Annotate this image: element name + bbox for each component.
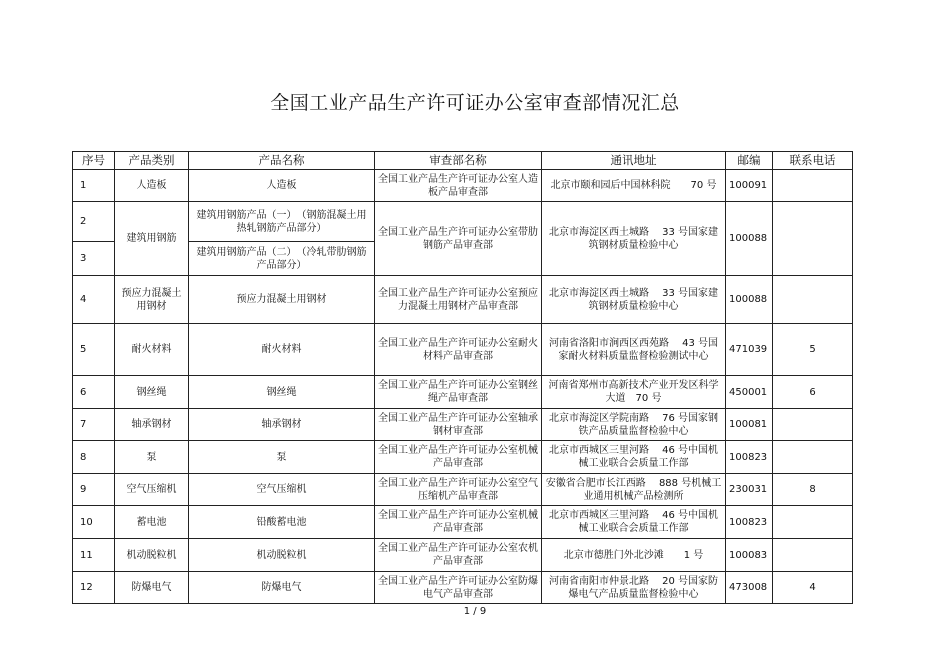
cell-phone (773, 441, 853, 474)
cell-product-name: 防爆电气 (189, 572, 375, 604)
cell-address: 北京市海淀区学院南路 76 号国家钢铁产品质量监督检验中心 (542, 409, 726, 441)
cell-product-name: 预应力混凝土用钢材 (189, 276, 375, 324)
cell-address: 北京市西城区三里河路 46 号中国机械工业联合会质量工作部 (542, 441, 726, 474)
cell-no: 10 (73, 506, 115, 539)
cell-dept-name: 全国工业产品生产许可证办公室机械产品审查部 (375, 506, 542, 539)
table-row (73, 539, 853, 572)
cell-phone: 4 (773, 572, 853, 604)
cell-category: 建筑用钢筋 (115, 202, 189, 276)
cell-address: 北京市海淀区西土城路 33 号国家建筑钢材质量检验中心 (542, 202, 726, 276)
cell-dept-name: 全国工业产品生产许可证办公室轴承钢材审查部 (375, 409, 542, 441)
header-zip: 邮编 (726, 152, 773, 170)
cell-no: 7 (73, 409, 115, 441)
cell-zip: 100081 (726, 409, 773, 441)
cell-category: 蓄电池 (115, 506, 189, 539)
cell-phone: 6 (773, 376, 853, 409)
header-dept-name: 审查部名称 (375, 152, 542, 170)
table-row (73, 572, 853, 604)
cell-phone (773, 276, 853, 324)
cell-dept-name: 全国工业产品生产许可证办公室人造板产品审查部 (375, 170, 542, 202)
cell-product-name: 铅酸蓄电池 (189, 506, 375, 539)
cell-dept-name: 全国工业产品生产许可证办公室耐火材料产品审查部 (375, 324, 542, 376)
cell-address: 河南省南阳市仲景北路 20 号国家防爆电气产品质量监督检验中心 (542, 572, 726, 604)
table-row (73, 170, 853, 202)
cell-dept-name: 全国工业产品生产许可证办公室农机产品审查部 (375, 539, 542, 572)
cell-address: 北京市颐和园后中国林科院 70 号 (542, 170, 726, 202)
cell-phone (773, 170, 853, 202)
cell-no: 2 (73, 202, 115, 242)
cell-category: 空气压缩机 (115, 474, 189, 506)
cell-dept-name: 全国工业产品生产许可证办公室空气压缩机产品审查部 (375, 474, 542, 506)
cell-no: 6 (73, 376, 115, 409)
cell-no: 4 (73, 276, 115, 324)
cell-address: 河南省洛阳市涧西区西苑路 43 号国家耐火材料质量监督检验测试中心 (542, 324, 726, 376)
cell-dept-name: 全国工业产品生产许可证办公室防爆电气产品审查部 (375, 572, 542, 604)
table-row (73, 409, 853, 441)
cell-no: 11 (73, 539, 115, 572)
cell-product-name: 耐火材料 (189, 324, 375, 376)
cell-no: 9 (73, 474, 115, 506)
cell-dept-name: 全国工业产品生产许可证办公室机械产品审查部 (375, 441, 542, 474)
cell-phone (773, 539, 853, 572)
cell-address: 北京市西城区三里河路 46 号中国机械工业联合会质量工作部 (542, 506, 726, 539)
cell-address: 安徽省合肥市长江西路 888 号机械工业通用机械产品检测所 (542, 474, 726, 506)
header-no: 序号 (73, 152, 115, 170)
cell-address: 北京市德胜门外北沙滩 1 号 (542, 539, 726, 572)
cell-product-name: 泵 (189, 441, 375, 474)
cell-product-name: 建筑用钢筋产品（二） （冷轧带肋钢筋产品部分） (189, 242, 375, 276)
cell-product-name: 轴承钢材 (189, 409, 375, 441)
cell-zip: 473008 (726, 572, 773, 604)
header-phone: 联系电话 (773, 152, 853, 170)
cell-product-name: 建筑用钢筋产品（一） （钢筋混凝土用热轧钢筋产品部分） (189, 202, 375, 242)
cell-zip: 100083 (726, 539, 773, 572)
cell-product-name: 空气压缩机 (189, 474, 375, 506)
cell-no: 8 (73, 441, 115, 474)
cell-phone: 5 (773, 324, 853, 376)
cell-dept-name: 全国工业产品生产许可证办公室带肋钢筋产品审查部 (375, 202, 542, 276)
cell-zip: 471039 (726, 324, 773, 376)
cell-product-name: 人造板 (189, 170, 375, 202)
cell-zip: 100823 (726, 441, 773, 474)
cell-category: 钢丝绳 (115, 376, 189, 409)
table-row (73, 506, 853, 539)
audit-department-table (72, 151, 853, 604)
cell-category: 轴承钢材 (115, 409, 189, 441)
table-row (73, 324, 853, 376)
cell-category: 泵 (115, 441, 189, 474)
page-number: 1 / 9 (463, 606, 487, 617)
cell-zip: 230031 (726, 474, 773, 506)
header-address: 通讯地址 (542, 152, 726, 170)
table-header-row (73, 152, 853, 170)
document-title: 全国工业产品生产许可证办公室审查部情况汇总 (270, 92, 680, 114)
cell-no: 3 (73, 242, 115, 276)
cell-phone (773, 202, 853, 276)
table-row (73, 441, 853, 474)
cell-no: 1 (73, 170, 115, 202)
cell-zip: 100088 (726, 202, 773, 276)
table-row (73, 474, 853, 506)
cell-category: 人造板 (115, 170, 189, 202)
cell-address: 河南省郑州市高新技术产业开发区科学大道 70 号 (542, 376, 726, 409)
header-category: 产品类别 (115, 152, 189, 170)
cell-dept-name: 全国工业产品生产许可证办公室预应力混凝土用钢材产品审查部 (375, 276, 542, 324)
cell-category: 耐火材料 (115, 324, 189, 376)
cell-zip: 100088 (726, 276, 773, 324)
cell-phone: 8 (773, 474, 853, 506)
cell-no: 5 (73, 324, 115, 376)
cell-zip: 100091 (726, 170, 773, 202)
cell-no: 12 (73, 572, 115, 604)
cell-zip: 100823 (726, 506, 773, 539)
cell-product-name: 钢丝绳 (189, 376, 375, 409)
table-row (73, 376, 853, 409)
cell-dept-name: 全国工业产品生产许可证办公室钢丝绳产品审查部 (375, 376, 542, 409)
header-product-name: 产品名称 (189, 152, 375, 170)
cell-address: 北京市海淀区西土城路 33 号国家建筑钢材质量检验中心 (542, 276, 726, 324)
cell-product-name: 机动脱粒机 (189, 539, 375, 572)
cell-zip: 450001 (726, 376, 773, 409)
table-row (73, 276, 853, 324)
cell-phone (773, 506, 853, 539)
table-row (73, 202, 853, 242)
cell-category: 预应力混凝土用钢材 (115, 276, 189, 324)
cell-category: 机动脱粒机 (115, 539, 189, 572)
cell-category: 防爆电气 (115, 572, 189, 604)
cell-phone (773, 409, 853, 441)
